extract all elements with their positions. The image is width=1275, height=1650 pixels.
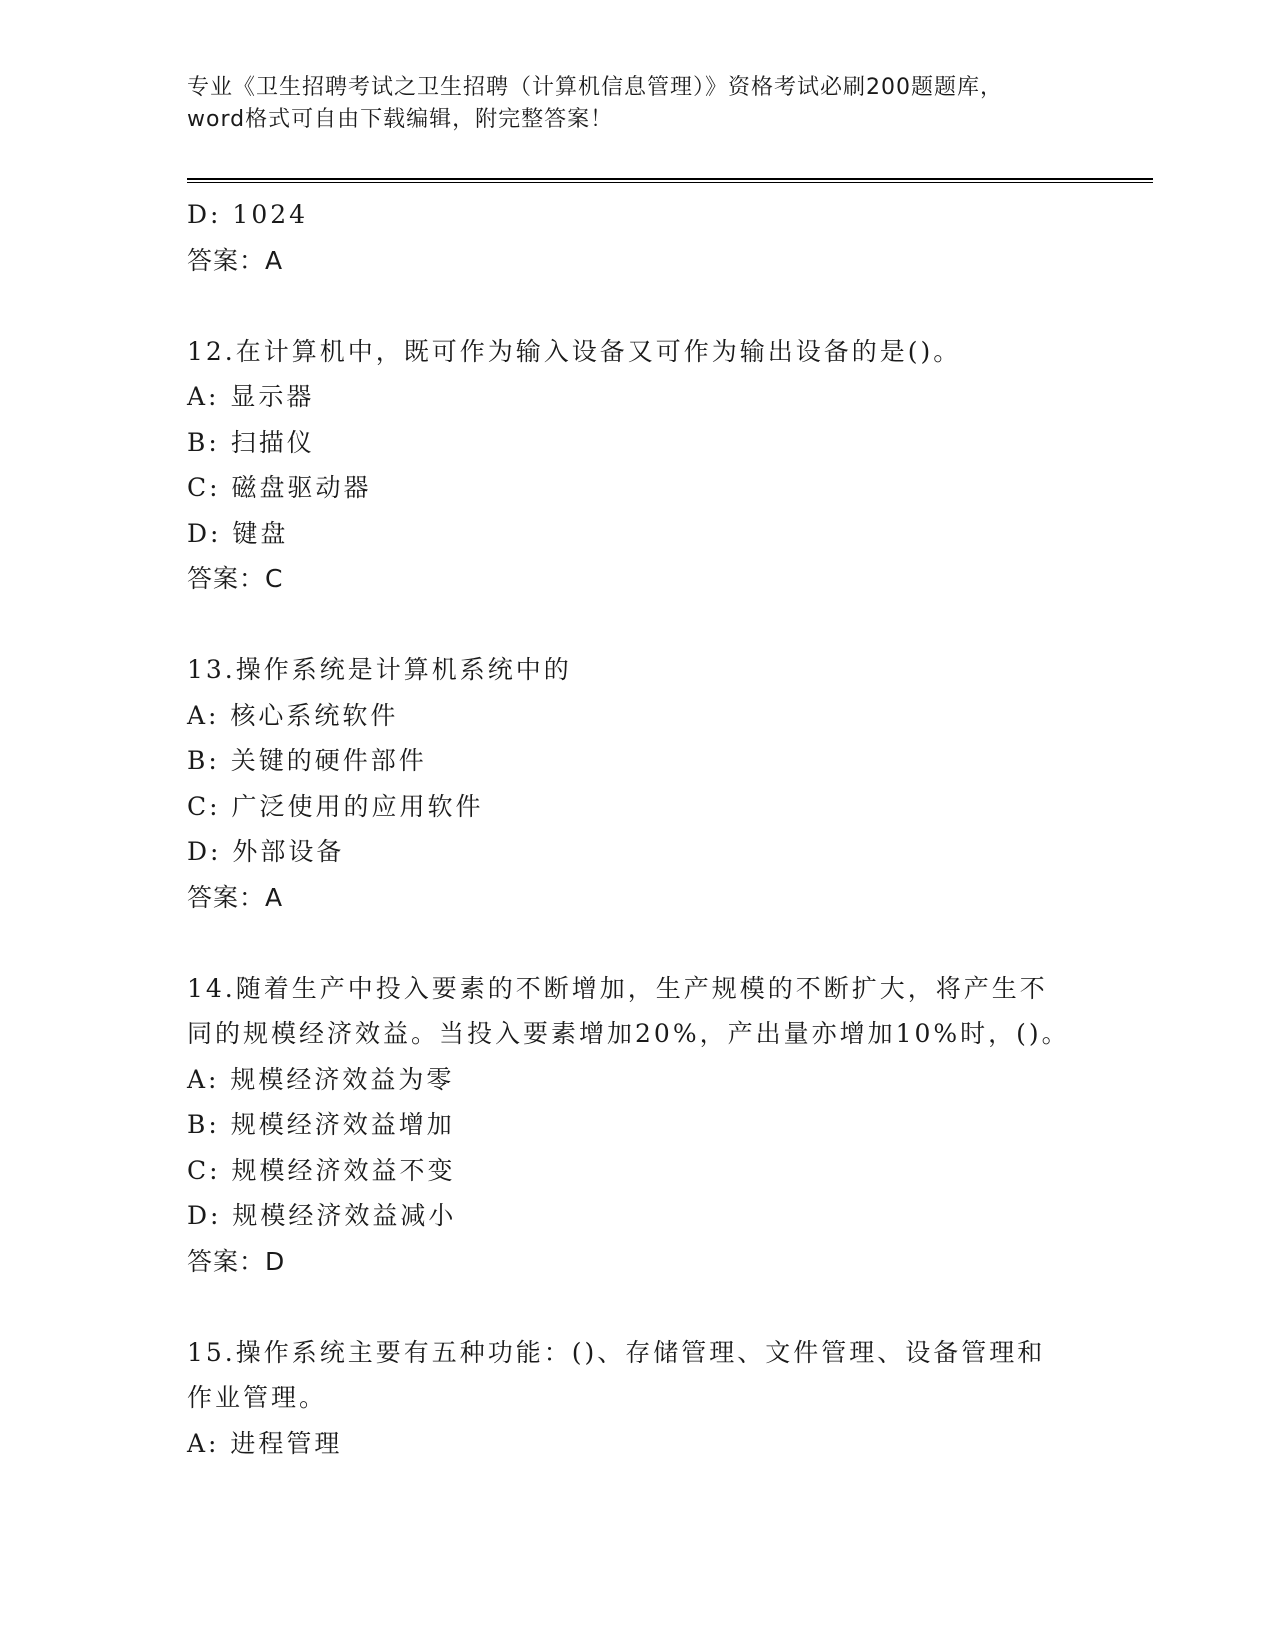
answer: 答案：D [187,1246,286,1276]
question-stem: 13.操作系统是计算机系统中的 [187,655,572,684]
question-stem-line-1: 14.随着生产中投入要素的不断增加，生产规模的不断扩大，将产生不 [187,973,1048,1003]
option-b: B: 规模经济效益增加 [187,1110,455,1139]
option-c: C: 广泛使用的应用软件 [187,791,484,821]
option-d-carryover: D: 1024 [187,200,309,229]
document-body [187,192,1087,1466]
answer: 答案：C [187,564,284,593]
option-a: A: 规模经济效益为零 [187,1064,455,1094]
spacer [187,602,1087,648]
header-title-line-1: 专业《卫生招聘考试之卫生招聘（计算机信息管理）》资格考试必刷200题题库， [187,75,1003,100]
option-a: A: 显示器 [187,382,315,411]
option-c: C: 磁盘驱动器 [187,473,372,502]
header-divider [187,178,1153,183]
spacer [187,920,1087,966]
question-15 [187,1330,1087,1467]
option-a: A: 进程管理 [187,1428,343,1458]
page-header [187,72,1067,136]
option-b: B: 扫描仪 [187,427,315,457]
option-d: D: 规模经济效益减小 [187,1201,457,1230]
question-13 [187,647,1087,920]
option-b: B: 关键的硬件部件 [187,746,427,775]
option-d: D: 外部设备 [187,837,345,866]
question-stem-line-2: 同的规模经济效益。当投入要素增加20%，产出量亦增加10%时，()。 [187,1019,1070,1048]
header-title-line-2: word格式可自由下载编辑，附完整答案！ [187,107,614,132]
option-d: D: 键盘 [187,518,289,548]
spacer [187,283,1087,329]
question-stem-line-2: 作业管理。 [187,1383,328,1412]
question-stem-line-1: 15.操作系统主要有五种功能：()、存储管理、文件管理、设备管理和 [187,1337,1046,1367]
option-c: C: 规模经济效益不变 [187,1155,456,1185]
question-stem: 12.在计算机中，既可作为输入设备又可作为输出设备的是()。 [187,336,962,366]
answer: 答案：A [187,882,284,912]
question-12 [187,329,1087,602]
answer-carryover: 答案：A [187,245,284,275]
option-a: A: 核心系统软件 [187,700,399,730]
question-14 [187,966,1087,1285]
spacer [187,1284,1087,1330]
